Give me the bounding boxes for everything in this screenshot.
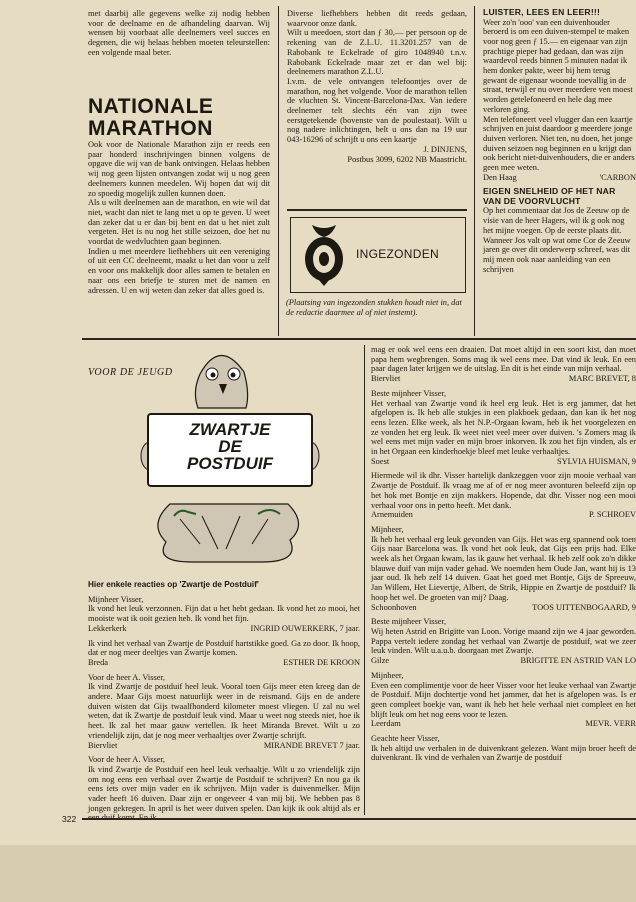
letter-text: Voor de heer A. Visser, Ik vind Zwartje de postduif heel leuk. Vooral toen Gijs meer eten kreeg dan de andere. Maar Gijs moest natuurlijk weer in de reismand. Gijs en de andere duiven wisten dat Gijs twaalfhonderd kilometer moest vliegen. U zal nu wel weten, dat ik Zwartje de postduif leuk vind. Maar u weet nog steeds niet, hoe ik heet. Ik zal het maar gauw vertellen. Ik heet Miranda Brevet. Wilt u zo vriendelijk zijn, dat je nog meer verhaaltjes over Zwartje schrijft. bbox=[88, 672, 360, 740]
paragraph: Op het commentaar dat Jos de Zeeuw op de visie van de heer Hagers, wil ik g ook nog het mijne voegen. Op de eerste plaats dit. Wanneer Jos valt op wat ome Cor de Zeeuw jaren ge over dit onderwerp schreef, was dit mij meen ook naar aanleiding van een schrijven bbox=[483, 206, 631, 274]
column-rule bbox=[278, 6, 279, 336]
letter-signature bbox=[371, 510, 636, 520]
letter-text: Beste mijnheer Visser, Het verhaal van Zwartje vond ik heel erg leuk. Het is erg jammer, dat het afgelopen is. Ik heb alle stukjes in een plakboek gedaan, dan kan ik het nog eens lezen. Elke week, als het N.P.-Orgaan kwam, heb ik het voorgelezen en ze vonden het erg leuk. Ik weet niet veel meer over duiven. 's Zomers mag ik wel eens met mijn vader en mijn broer inkorven. Ik zou het fijn vinden, als er in het Orgaan een kinderhoekje bleef met leuke verhaaltjes. bbox=[371, 388, 636, 457]
badge-line: POSTDUIF bbox=[187, 454, 273, 473]
letter-place: Arnemuiden bbox=[371, 510, 413, 520]
signature-address: Postbus 3099, 6202 NB Maastricht. bbox=[347, 154, 467, 164]
letter-text: Ik vind het verhaal van Zwartje de Postduif hartstikke goed. Ga zo door. Ik hoop, dat er nog meer deeltjes van Zwartje komen. bbox=[88, 638, 360, 658]
paragraph: Men telefoneert veel vlugger dan een kaartje schrijven en juist daardoor g meerdere jonge duiven verloren. Niet ten, nu doen, het jonge duiven seizoen nog beginnen en u krijgt dan ook bericht niet-duivenhouders, die er anders geen mee weten. bbox=[483, 114, 635, 173]
paragraph: Weer zo'n 'ooo' van een duivenhouder beroerd is om een duiven-stempel te maken voor nog geen ƒ 15.— en eigenaar van zijn prachtige pieper had gedaan, dan was zijn waardevol reeds binnen 5 minuten nadat ik hem donker pakte, weer bij hem terug gewant de eigenaar woonde toevallig in de straat, terwijl er nu over meerdere ven moest worden getelefoneerd en hele dag mee verloren ging. bbox=[483, 17, 633, 114]
col-right-letters bbox=[371, 345, 636, 815]
paragraph: I.v.m. de vele ontvangen telefoontjes over de marathon, nog het volgende. Voor de marathon tellen de vluchten St. Vincent-Barcelona-Dax. Van iedere deelnemer telt slechts één van zijn twee eerstgetekende (bovenste van de poulestaat). Wilt u nog nadere inlichtingen, belt u ons dan na 19 uur 043-16296 of schrijft u ons een kaartje bbox=[287, 76, 467, 145]
letter-name: MIRANDE BREVET 7 jaar. bbox=[263, 740, 360, 750]
rosette-ornament-icon bbox=[298, 221, 350, 287]
marathon-heading bbox=[88, 96, 213, 140]
letter-signature bbox=[88, 658, 360, 668]
signature-name: 'CARBON bbox=[599, 172, 636, 182]
letter-signature bbox=[371, 719, 636, 729]
col-left-letters bbox=[88, 580, 360, 813]
footer-rule bbox=[82, 818, 636, 820]
reacties-heading: Hier enkele reacties op 'Zwartje de Postduif' bbox=[88, 580, 259, 589]
letter-text: Mijnheer, Ik heb het verhaal erg leuk gevonden van Gijs. Het was erg spannend ook toen Gijs naar Barcelona was. Ik vond het ook leuk, dat Gijs een prijs had. Elke week als het Orgaan kwam, las ik gauw het verhaal. Ik heb zelf ook zo'n dikke blauwe duif van mijn vader gehad. We noemden hem Oude Jan, want hij is 13 jaar oud. Ik heb zelf 14 duiven. Gaat het goed met Bontje, Gijs de Spreeuw, Jan Willem, Het Lievertje, Albert, de Strik, Hippie en Zwartje de postduif? Ik hoop het wel. De groeten van mij? Daag. bbox=[371, 524, 636, 602]
section-heading: LUISTER, LEES EN LEER!!! bbox=[483, 7, 601, 17]
paragraph: Diverse liefhebbers hebben dit reeds gedaan, waarvoor onze dank. bbox=[287, 9, 467, 28]
letter-signature bbox=[371, 374, 636, 384]
section-heading: EIGEN SNELHEID OF HET NAR VAN DE VOORVLUCHT bbox=[483, 186, 616, 206]
letter-signature bbox=[371, 603, 636, 613]
letter-name: BRIGITTE EN ASTRID VAN LO bbox=[520, 656, 636, 666]
heading-line: MARATHON bbox=[88, 117, 213, 140]
letter-text: Geachte heer Visser, Ik heb altijd uw verhalen in de duivenkrant gelezen. Want mijn broer heeft de duivenkrant. Ik vind de verhalen van Zwartje de postduif bbox=[371, 734, 636, 763]
letter-text: Mijnheer, Even een complimentje voor de heer Visser voor het leuke verhaal van Zwartje de Postduif. Mijn dochtertje vond het jammer, dat het is afgelopen was. Is er geen compleet boekje van, want ik heb het hele verhaal niet compleet en het blijft leuk om het nog eens voor te lezen. bbox=[371, 670, 636, 719]
letter-name: INGRID OUWERKERK, 7 jaar. bbox=[250, 623, 360, 633]
letter-place: Soest bbox=[371, 456, 390, 466]
letter-name: TOOS UITTENBOGAARD, 9 bbox=[532, 602, 636, 612]
letter-place: Lekkerkerk bbox=[88, 623, 127, 633]
paragraph: Ook voor de Nationale Marathon zijn er reeds een paar honderd inschrijvingen binnen volgens de opgave die wij van de bank ontvingen. Helaas hebben wij nog geen lijsten ontvangen zodat wij u nog geen deelnemers kunnen meedelen. Wij hopen dat wij dit zo spoedig mogelijk zullen kunnen doen. bbox=[88, 140, 270, 198]
letter-text: Beste mijnheer Visser, Wij heten Astrid en Brigitte van Loon. Vorige maand zijn we 4 jaar geworden. Pappa vertelt iedere zondag het verhaal van Zwartje de postduif, wat we zeer leuk vinden. Wilt u.a.u.b. doorgaan met Zwartje. bbox=[371, 617, 636, 656]
letter-place: Biervliet bbox=[88, 740, 118, 750]
col3-top bbox=[483, 8, 636, 338]
paragraph: Als u wilt deelnemen aan de marathon, en wie wil dat niet, wacht dan niet te lang met u op te geven. U weet dan zeker dat u er dan bij bent en dat u het niet zult vergeten. Het is nu nog het stille seizoen, doe het nu voordat de wedvluchten gaan beginnen. bbox=[88, 198, 270, 247]
signature-place: Den Haag bbox=[483, 172, 517, 182]
page-margin bbox=[0, 845, 636, 902]
paragraph: Wilt u meedoen, stort dan ƒ 30,— per persoon op de rekening van de Z.L.U. 11.3201.257 van de Rabobank te Eckelrade of giro 1048940 t.n.v. Rabobank Eckelrade maar zet er dan wel bij: deelnemers marathon Z.L.U. bbox=[287, 28, 467, 77]
letter-place: Breda bbox=[88, 657, 108, 667]
letter-text: Hiermede wil ik dhr. Visser hartelijk dankzeggen voor zijn mooie verhaal van Zwartje de Postduif. Ik vraag me af of er nog meer avonturen beleefd zijn op het hok met Bontje en zijn makkers. Hopende, dat dhr. Visser nog een mooi verhaal voor ons in petto heeft. Met dank. bbox=[371, 471, 636, 510]
letter-name: MARC BREVET, 8 bbox=[568, 374, 636, 384]
letter-signature bbox=[371, 457, 636, 467]
zwartje-title-badge bbox=[147, 413, 313, 487]
signature-name: J. DINJENS, bbox=[423, 144, 467, 154]
letter-text: Mijnheer Visser, Ik vond het leuk verzonnen. Fijn dat u het hebt gedaan. Ik vond het zo mooi, het mooiste wat ik ooit gezien heb. Ik vond het fijn. bbox=[88, 594, 360, 624]
ingezonden-caption: (Plaatsing van ingezonden stukken houdt niet in, dat de redactie daarmee al of niet instemt). bbox=[286, 298, 462, 317]
section-divider bbox=[82, 338, 636, 340]
signature bbox=[483, 173, 636, 183]
page-number: 322 bbox=[62, 814, 77, 824]
column-rule bbox=[474, 6, 475, 336]
section-label: VOOR DE JEUGD bbox=[88, 367, 173, 378]
letter-name: MEVR. VERR bbox=[585, 719, 636, 729]
heading-line: NATIONALE bbox=[88, 95, 214, 118]
letter-place: Gilze bbox=[371, 656, 390, 666]
letter-signature bbox=[371, 656, 636, 666]
paragraph: Indien u met meerdere liefhebbers uit een vereniging of uit een CC deelneemt, maakt u het dan voor u zelf en voor ons makkelijk door alles samen te betalen en naar ons een briefje te sturen met de namen en adressen. U en wij weten dan zeker dat alles goed is. bbox=[88, 246, 270, 295]
letter-signature bbox=[88, 741, 360, 751]
letter-text: Voor de heer A. Visser, Ik vind Zwartje de Postduif een heel leuk verhaaltje. Wilt u zo vriendelijk zijn om nog eens een verhaal over Zwartje de Postduif te schrijven? En nou ga ik eens iets over mijn vader en ik schrijven. Mijn vader is duivenmelker. Mijn vader heeft 16 duiven. Daar zijn er ongeveer 4 van mij bij. We hebben pas 8 jongen gekregen. In april is het weer duiven spelen. Dan kijk ik ook altijd als er bbox=[88, 755, 360, 813]
letter-name: P. SCHROEV bbox=[588, 510, 636, 520]
letter-name: ESTHER DE KROON bbox=[283, 657, 360, 667]
divider bbox=[287, 209, 467, 211]
letter-signature bbox=[88, 624, 360, 634]
letter-place: Schoonhoven bbox=[371, 602, 417, 612]
letter-place: Leerdam bbox=[371, 719, 401, 729]
badge-line: ZWARTJE bbox=[189, 420, 271, 439]
badge-line: DE bbox=[218, 437, 242, 456]
ingezonden-label: INGEZONDEN bbox=[356, 247, 440, 261]
letter-text: mag er ook wel eens een draaien. Dat moet altijd in een soort kist, dan moet papa hem wegbrengen. Soms mag ik wel eens mee. Dat vind ik leuk. En een paar dagen later krijgen we de uitslag. En dit is het einde van mijn verhaal. bbox=[371, 345, 636, 374]
col1-top bbox=[88, 9, 270, 89]
paragraph: met daarbij alle gegevens welke zij nodig hebben voor de deelname en de afhandeling daarvan. Wij wensen bij voorbaat alle deelnemers veel succes en degenen, die wij helaas hebben moeten teleurstellen: een volgende maal beter. bbox=[88, 9, 270, 57]
letter-name: SYLVIA HUISMAN, 9 bbox=[556, 456, 636, 466]
letter-place: Biervliet bbox=[371, 374, 401, 384]
col1-bottom bbox=[88, 140, 270, 335]
col2-top bbox=[287, 9, 467, 204]
column-rule bbox=[364, 345, 365, 815]
